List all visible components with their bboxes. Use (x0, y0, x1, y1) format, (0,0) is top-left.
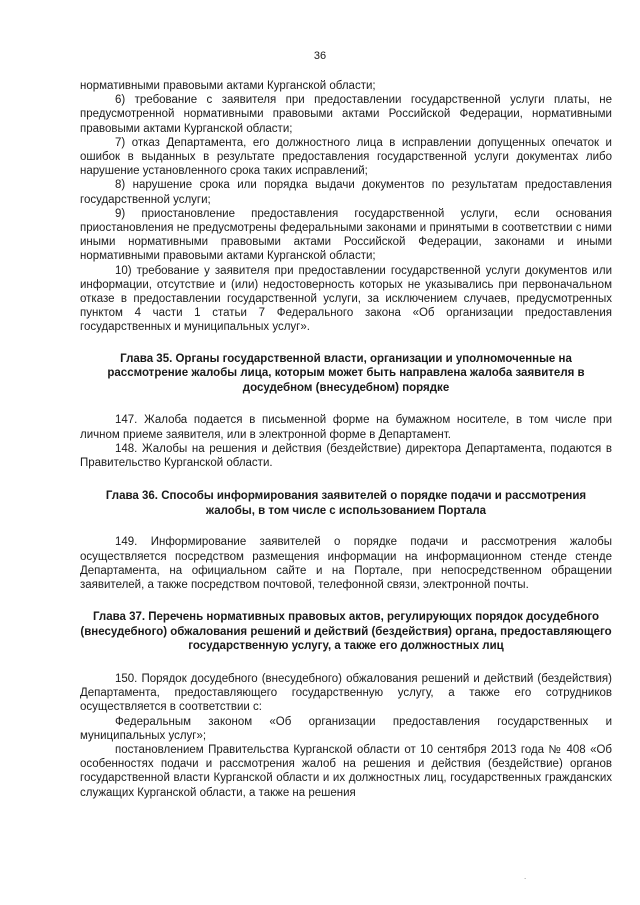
chapter-35-heading: Глава 35. Органы государственной власти, организации и уполномоченные на рассмотрение жалобы лица, которым может быть направлена жалоба заявителя в досудебном (внесудебном) порядке (107, 352, 585, 394)
paragraph-continuation: нормативными правовыми актами Курганской области; (80, 80, 376, 92)
list-item-6: 6) требование с заявителя при предоставлении государственной услуги платы, не предусмотренной нормативными правовыми актами Российской Федерации, нормативными правовыми актами Курганской области; (80, 94, 612, 135)
list-item-10: 10) требование у заявителя при предоставлении государственной услуги документов или информации, отсутствие и (или) недостоверность которых не указывались при первоначальном отказе в предоставлении государственной услуги, за исключением случаев, предусмотренных пунктом 4 части 1 статьи 7 Федерального закона «Об организации предоставления государственных и муниципальных услуг». (80, 264, 612, 334)
list-item-9: 9) приостановление предоставления государственной услуги, если основания приостановления не предусмотрены федеральными законами и принятыми в соответствии с ними иными нормативными правовыми актами Российской Федерации, законами и иными нормативными правовыми актами Курганской области; (80, 207, 612, 263)
scan-mark: . (524, 872, 527, 881)
paragraph-149: 149. Информирование заявителей о порядке подачи и рассмотрения жалобы осуществляется посредством размещения информации на информационном стенде стенде Департамента, на официальном сайте и на Портале, при непосредственном обращении заявителей, а также посредством почтовой, телефонной связи, электронной почты. (80, 536, 612, 592)
list-item-8: 8) нарушение срока или порядка выдачи документов по результатам предоставления государственной услуги; (80, 179, 612, 206)
chapter-37-heading: Глава 37. Перечень нормативных правовых актов, регулирующих порядок досудебного (внесудебного) обжалования решений и действий (бездействия) органа, предоставляющего государственную услугу, а также его должностных лиц (80, 611, 612, 653)
document-body (80, 79, 612, 800)
paragraph-federal-law: Федеральным законом «Об организации предоставления государственных и муниципальных услуг»; (80, 715, 612, 742)
paragraph-150: 150. Порядок досудебного (внесудебного) обжалования решений и действий (бездействия) Департамента, предоставляющего государственную услугу, а также его сотрудников осуществляется в соответствии с: (80, 673, 612, 714)
chapter-36-heading: Глава 36. Способы информирования заявителей о порядке подачи и рассмотрения жалобы, в том числе с использованием Портала (105, 490, 587, 517)
paragraph-resolution: постановлением Правительства Курганской области от 10 сентября 2013 года № 408 «Об особенностях подачи и рассмотрения жалоб на решения и действия (бездействие) органов государственной власти Курганской области и их должностных лиц, государственных гражданских служащих Курганской области, а также на решения (80, 744, 612, 799)
paragraph-148: 148. Жалобы на решения и действия (бездействие) директора Департамента, подаются в Правительство Курганской области. (80, 442, 612, 470)
page-number: 36 (313, 50, 327, 62)
list-item-7: 7) отказ Департамента, его должностного лица в исправлении допущенных опечаток и ошибок в выданных в результате предоставления государственной услуги документах либо нарушение установленного срока таких исправлений; (80, 136, 612, 178)
paragraph-147: 147. Жалоба подается в письменной форме на бумажном носителе, в том числе при личном приеме заявителя, или в электронной форме в Департамент. (80, 414, 612, 441)
